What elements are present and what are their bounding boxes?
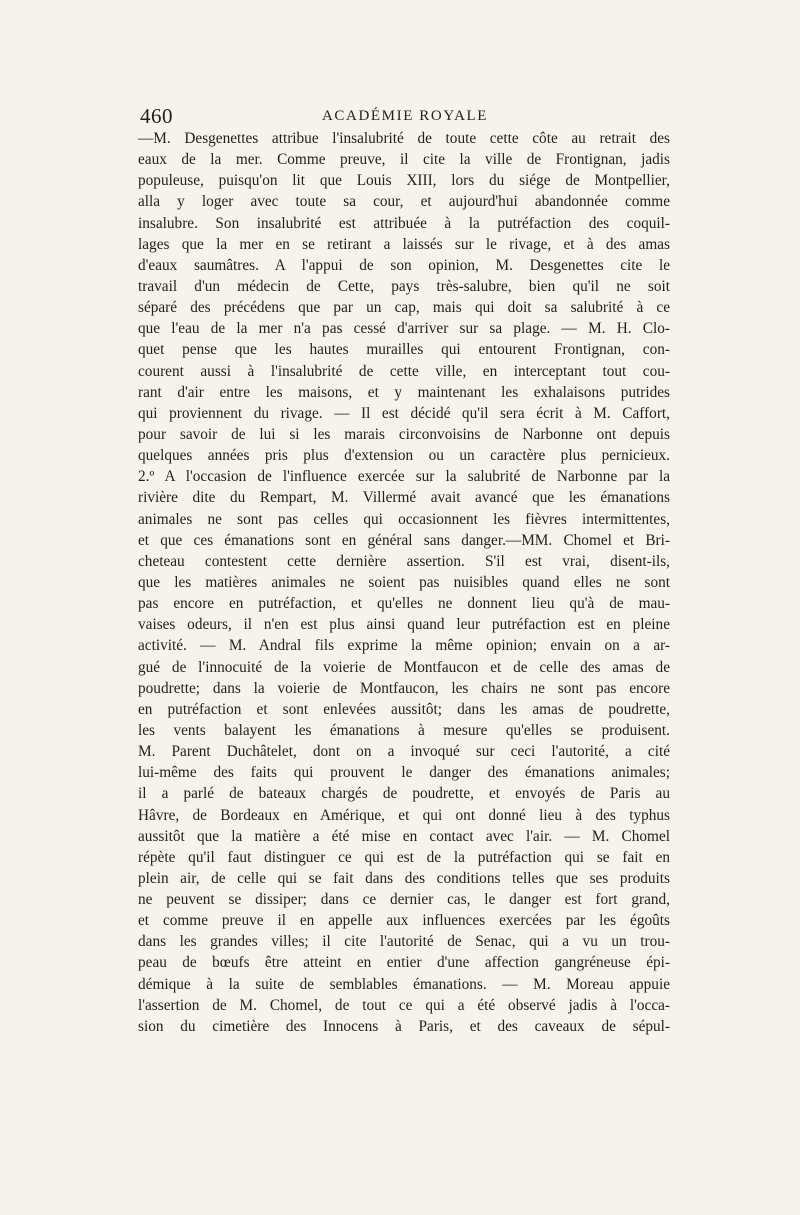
text-line: animales ne sont pas celles qui occasionnent les fièvres intermittentes, <box>138 510 670 528</box>
text-line: insalubre. Son insalubrité est attribuée à la putréfaction des coquil- <box>138 214 670 232</box>
text-line: 2.º A l'occasion de l'influence exercée sur la salubrité de Narbonne par la <box>138 468 670 486</box>
text-line: peau de bœufs être atteint en entier d'une affection gangréneuse épi- <box>138 954 670 972</box>
text-line: lui-même des faits qui prouvent le danger des émanations animales; <box>138 764 670 782</box>
text-line: rivière dite du Rempart, M. Villermé avait avancé que les émanations <box>138 489 670 507</box>
text-line: —M. Desgenettes attribue l'insalubrité de toute cette côte au retrait des <box>138 130 670 147</box>
text-line: vaises odeurs, il n'en est plus ainsi quand leur putréfaction est en pleine <box>138 616 670 634</box>
text-line: sion du cimetière des Innocens à Paris, et des caveaux de sépul- <box>138 1017 670 1035</box>
text-line: travail d'un médecin de Cette, pays très-salubre, bien qu'il ne soit <box>138 277 670 295</box>
text-line: eaux de la mer. Comme preuve, il cite la ville de Frontignan, jadis <box>138 151 670 169</box>
text-line: que les matières animales ne soient pas nuisibles quand elles ne sont <box>138 573 670 591</box>
text-line: les vents balayent les émanations à mesure qu'elles se produisent. <box>138 721 670 739</box>
text-line: ne peuvent se dissiper; dans ce dernier cas, le danger est fort grand, <box>138 891 670 909</box>
body-text <box>138 128 670 1037</box>
text-line: pas encore en putréfaction, et qu'elles ne donnent lieu qu'à de mau- <box>138 595 670 613</box>
text-line: rant d'air entre les maisons, et y maintenant les exhalaisons putrides <box>138 383 670 401</box>
text-line: que l'eau de la mer n'a pas cessé d'arriver sur sa plage. — M. H. Clo- <box>138 320 670 338</box>
text-line: lages que la mer en se retirant a laissés sur le rivage, et à des amas <box>138 235 670 253</box>
text-line: activité. — M. Andral fils exprime la même opinion; envain on a ar- <box>138 637 670 655</box>
text-line: et comme preuve il en appelle aux influences exercées par les égoûts <box>138 912 670 930</box>
text-line: démique à la suite de semblables émanations. — M. Moreau appuie <box>138 975 670 993</box>
text-line: pour savoir de lui si les marais circonvoisins de Narbonne ont depuis <box>138 425 670 443</box>
text-line: cheteau contestent cette dernière assertion. S'il est vrai, disent-ils, <box>138 552 670 570</box>
page-number: 460 <box>140 104 173 128</box>
text-line: aussitôt que la matière a été mise en contact avec l'air. — M. Chomel <box>138 827 670 845</box>
text-line: poudrette; dans la voierie de Montfaucon, les chairs ne sont pas encore <box>138 679 670 697</box>
text-line: en putréfaction et sont enlevées aussitôt; dans les amas de poudrette, <box>138 700 670 718</box>
text-line: il a parlé de bateaux chargés de poudrette, et envoyés de Paris au <box>138 785 670 803</box>
text-line: gué de l'innocuité de la voierie de Montfaucon et de celle des amas de <box>138 658 670 676</box>
text-line: quet pense que les hautes murailles qui entourent Frontignan, con- <box>138 341 670 359</box>
text-line: Hâvre, de Bordeaux en Amérique, et qui ont donné lieu à des typhus <box>138 806 670 824</box>
text-line: qui proviennent du rivage. — Il est décidé qu'il sera écrit à M. Caffort, <box>138 404 670 422</box>
text-line: l'assertion de M. Chomel, de tout ce qui a été observé jadis à l'occa- <box>138 996 670 1014</box>
text-line: alla y loger avec toute sa cour, et aujourd'hui abandonnée comme <box>138 193 670 211</box>
text-line: populeuse, puisqu'on lit que Louis XIII, lors du siége de Montpellier, <box>138 172 670 190</box>
text-line: quelques années pris plus d'extension ou un caractère plus pernicieux. <box>138 447 670 465</box>
text-line: séparé des précédens que par un cap, mais qui doit sa salubrité à ce <box>138 299 670 317</box>
text-line: et que ces émanations sont en général sans danger.—MM. Chomel et Bri- <box>138 531 670 549</box>
text-line: courent aussi à l'insalubrité de cette ville, en interceptant tout cou- <box>138 362 670 380</box>
text-line: répète qu'il faut distinguer ce qui est de la putréfaction qui se fait en <box>138 848 670 866</box>
running-head: ACADÉMIE ROYALE <box>322 108 489 124</box>
text-line: M. Parent Duchâtelet, dont on a invoqué sur ceci l'autorité, a cité <box>138 743 670 761</box>
text-line: plein air, de celle qui se fait dans des conditions telles que ses produits <box>138 869 670 887</box>
text-line: d'eaux saumâtres. A l'appui de son opinion, M. Desgenettes cite le <box>138 256 670 274</box>
page-header <box>140 104 672 130</box>
text-line: dans les grandes villes; il cite l'autorité de Senac, qui a vu un trou- <box>138 933 670 951</box>
